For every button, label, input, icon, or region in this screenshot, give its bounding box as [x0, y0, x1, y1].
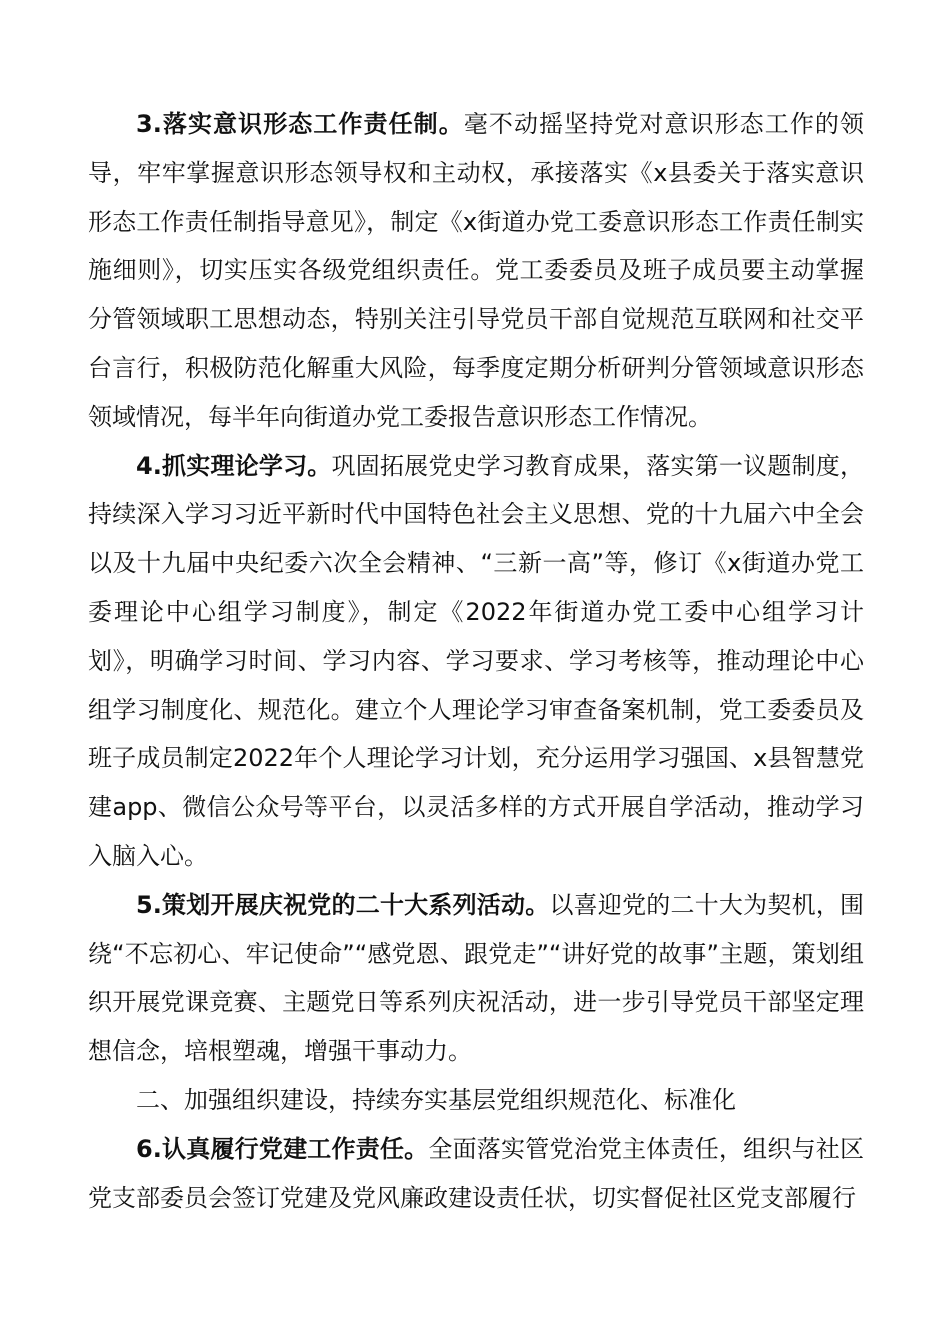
paragraph-4 — [88, 442, 864, 881]
paragraph-body: 二、加强组织建设，持续夯实基层党组织规范化、标准化 — [136, 1085, 736, 1114]
paragraph-body: 全面落实管党治党主体责任，组织与社区党支部委员会签订党建及党风廉政建设责任状，切实督促社区党支部履行 — [88, 1134, 864, 1212]
section-heading-2 — [88, 1076, 864, 1125]
paragraph-body: 毫不动摇坚持党对意识形态工作的领导，牢牢掌握意识形态领导权和主动权，承接落实《x县委关于落实意识形态工作责任制指导意见》，制定《x街道办党工委意识形态工作责任制实施细则》，切实压实各级党组织责任。党工委委员及班子成员要主动掌握分管领域职工思想动态，特别关注引导党员干部自觉规范互联网和社交平台言行，积极防范化解重大风险，每季度定期分析研判分管领域意识形态领域情况，每半年向街道办党工委报告意识形态工作情况。 — [88, 110, 864, 431]
paragraph-body: 巩固拓展党史学习教育成果，落实第一议题制度，持续深入学习习近平新时代中国特色社会主义思想、党的十九届六中全会以及十九届中央纪委六次全会精神、“三新一高”等，修订《x街道办党工委理论中心组学习制度》，制定《2022年街道办党工委中心组学习计划》，明确学习时间、学习内容、学习要求、学习考核等，推动理论中心组学习制度化、规范化。建立个人理论学习审查备案机制，党工委委员及班子成员制定2022年个人理论学习计划，充分运用学习强国、x县智慧党建app、微信公众号等平台，以灵活多样的方式开展自学活动，推动学习入脑入心。 — [88, 451, 864, 870]
paragraph-heading: 4.抓实理论学习。 — [136, 451, 332, 480]
paragraph-5 — [88, 881, 864, 1076]
document-page — [88, 100, 864, 1222]
paragraph-heading: 5.策划开展庆祝党的二十大系列活动。 — [136, 890, 550, 919]
paragraph-body: 以喜迎党的二十大为契机，围绕“不忘初心、牢记使命”“感党恩、跟党走”“讲好党的故事”主题，策划组织开展党课竞赛、主题党日等系列庆祝活动，进一步引导党员干部坚定理想信念，培根塑魂，增强干事动力。 — [88, 890, 864, 1066]
paragraph-3 — [88, 100, 864, 442]
paragraph-heading: 3.落实意识形态工作责任制。 — [136, 110, 464, 138]
paragraph-heading: 6.认真履行党建工作责任。 — [136, 1134, 429, 1163]
paragraph-6 — [88, 1125, 864, 1223]
